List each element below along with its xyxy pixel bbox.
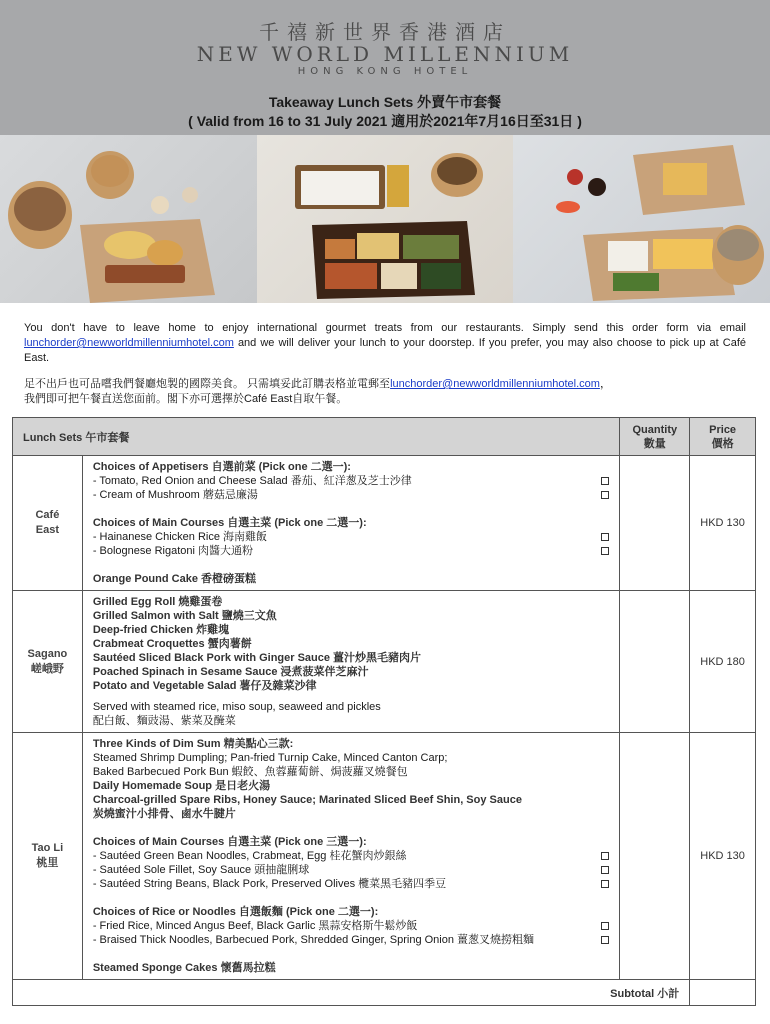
restaurant-name-cafe-east [13,456,83,591]
served-with-english [93,700,610,714]
menu-item [93,651,610,665]
served-with-text: 配白飯、麵豉湯、紫菜及醃菜 [92,715,236,727]
price-sagano: HKD 180 [690,591,756,733]
restaurant-name-sagano [13,591,83,733]
order-email-link[interactable]: lunchorder@newworldmillenniumhotel.com [24,337,234,349]
dim-sum-heading [93,737,610,751]
soup-text: Daily Homemade Soup 是日老火湯 [92,780,271,792]
menu-item [93,623,610,637]
col-lunch-sets: Lunch Sets 午市套餐 [13,418,620,456]
food-photo-chicken-rice [513,135,770,303]
ribs-item-line-2 [93,807,610,821]
dessert-item [93,961,610,975]
food-photo-bento [257,135,514,303]
intro-chinese-text-2: 我們即可把午餐直送您面前。閣下亦可選擇於Café East自取午餐。 [24,393,348,405]
menu-item-text: Deep-fried Chicken 炸雞塊 [92,624,230,636]
restaurant-name-tao-li [13,733,83,980]
hotel-name-chinese: 千禧新世界香港酒店 [259,20,511,44]
menu-item-text: Potato and Vegetable Salad 薯仔及雜菜沙律 [92,680,317,692]
option-label: - Sautéed Sole Fillet, Soy Sauce 頭抽龍脷球 [92,864,310,876]
main-course-heading-text: Choices of Main Courses 自選主菜 (Pick one 二選一): [92,517,367,529]
restaurant-name-line-2: East [35,524,60,536]
table-row-sagano [13,591,756,733]
table-row-cafe-east [13,456,756,591]
table-row-tao-li [13,733,756,980]
order-form-table [12,417,756,1006]
menu-item [93,679,610,693]
quantity-cell-sagano[interactable] [620,591,690,733]
option-label: - Fried Rice, Minced Angus Beef, Black Garlic 黑蒜安格斯牛鬆炒飯 [92,920,418,932]
option-label: - Hainanese Chicken Rice 海南雞飯 [92,531,268,543]
dessert-text: Orange Pound Cake 香橙磅蛋糕 [92,573,257,585]
option-label: - Braised Thick Noodles, Barbecued Pork, Shredded Ginger, Spring Onion 薑葱叉燒撈粗麵 [92,934,535,946]
col-quantity [620,418,690,456]
menu-cafe-east [82,456,620,591]
checkbox[interactable] [601,880,609,888]
checkbox[interactable] [601,533,609,541]
served-with-chinese [93,714,610,728]
rice-noodle-heading [93,905,610,919]
option-appetiser-1 [93,474,610,488]
checkbox[interactable] [601,477,609,485]
order-email-link-cn[interactable]: lunchorder@newworldmillenniumhotel.com [390,378,600,390]
soup-item [93,779,610,793]
menu-tao-li [82,733,620,980]
validity-period: ( Valid from 16 to 31 July 2021 適用於2021年7月16日至31日 ) [188,113,582,129]
subtotal-label: Subtotal 小計 [13,980,690,1006]
ribs-item-line-1 [93,793,610,807]
menu-item [93,637,610,651]
main-course-heading [93,835,610,849]
page-title: Takeaway Lunch Sets 外賣午市套餐 [268,94,502,110]
main-course-heading [93,516,610,530]
intro-chinese-comma: ， [599,378,611,390]
rice-noodle-heading-text: Choices of Rice or Noodles 自選飯麵 (Pick one 二選一): [92,906,379,918]
menu-item-text: Crabmeat Croquettes 蟹肉薯餅 [92,638,252,650]
menu-item-text: Grilled Egg Roll 燒雞蛋卷 [92,596,223,608]
quantity-cell-cafe-east[interactable] [620,456,690,591]
checkbox[interactable] [601,866,609,874]
option-main-1 [93,849,610,863]
dim-sum-line-2 [93,765,610,779]
subtotal-value-cell[interactable] [690,980,756,1006]
checkbox[interactable] [601,936,609,944]
subtotal-row [13,980,756,1006]
col-price-en: Price [709,423,737,436]
header-banner [0,0,770,135]
col-price-cn: 價格 [711,437,734,450]
col-quantity-cn: 數量 [643,437,666,450]
ribs-text: Charcoal-grilled Spare Ribs, Honey Sauce; Marinated Sliced Beef Shin, Soy Sauce [92,794,522,806]
dim-sum-text: Baked Barbecued Pork Bun 蝦餃、魚蓉蘿蔔餅、焗菠蘿叉燒餐包 [92,766,408,778]
quantity-cell-tao-li[interactable] [620,733,690,980]
option-main-3 [93,877,610,891]
menu-item-text: Grilled Salmon with Salt 鹽燒三文魚 [92,610,277,622]
intro-english-text-1: You don't have to leave home to enjoy international gourmet treats from our restaurants. Simply send this order form via email [24,322,746,334]
option-label: - Cream of Mushroom 蘑菇忌廉湯 [92,489,258,501]
intro-chinese [24,377,746,407]
option-appetiser-2 [93,488,610,502]
restaurant-name-line-1: Sagano [27,647,68,660]
restaurant-name-line-1: Café [35,509,60,521]
dessert-item [93,572,610,586]
checkbox[interactable] [601,852,609,860]
menu-item [93,595,610,609]
ribs-text: 炭燒蜜汁小排骨、鹵水牛腱片 [92,808,236,820]
menu-item-text: Poached Spinach in Sesame Sauce 浸煮菠菜伴芝麻汁 [92,666,369,678]
menu-item-text: Sautéed Sliced Black Pork with Ginger Sauce 薑汁炒黑毛豬肉片 [92,652,422,664]
dim-sum-heading-text: Three Kinds of Dim Sum 精美點心三款: [92,738,294,750]
option-label: - Sautéed String Beans, Black Pork, Preserved Olives 欖菜黑毛豬四季豆 [92,878,447,890]
option-label: - Tomato, Red Onion and Cheese Salad 番茄、紅洋葱及芝士沙律 [92,475,412,487]
hotel-name-english: NEW WORLD MILLENNIUM [196,42,574,66]
menu-item [93,665,610,679]
option-label: - Bolognese Rigatoni 肉醬大通粉 [92,545,253,557]
checkbox[interactable] [601,491,609,499]
price-tao-li: HKD 130 [690,733,756,980]
table-header-row [13,418,756,456]
option-rice-2 [93,933,610,947]
restaurant-name-line-2: 桃里 [36,857,59,869]
intro-english [24,321,746,366]
hotel-subtitle: HONG KONG HOTEL [297,66,473,77]
col-price [690,418,756,456]
option-main-2 [93,863,610,877]
option-main-2 [93,544,610,558]
appetiser-heading-text: Choices of Appetisers 自選前菜 (Pick one 二選一): [92,461,351,473]
main-course-heading-text: Choices of Main Courses 自選主菜 (Pick one 三選一): [92,836,367,848]
dim-sum-line-1 [93,751,610,765]
restaurant-name-line-2: 嵯峨野 [30,662,64,675]
option-main-1 [93,530,610,544]
food-photo-strip [0,135,770,303]
dim-sum-text: Steamed Shrimp Dumpling; Pan-fried Turnip Cake, Minced Canton Carp; [92,752,448,764]
served-with-text: Served with steamed rice, miso soup, seaweed and pickles [92,701,381,713]
restaurant-name-line-1: Tao Li [31,842,64,854]
menu-sagano [82,591,620,733]
food-photo-dim-sum [0,135,257,303]
col-quantity-en: Quantity [632,423,678,436]
option-rice-1 [93,919,610,933]
appetiser-heading [93,460,610,474]
price-cafe-east: HKD 130 [690,456,756,591]
checkbox[interactable] [601,547,609,555]
intro-english-text-2: and we will deliver your lunch to your doorstep. If you prefer, you may also choose to pick up at Café East. [24,337,746,364]
intro-chinese-text-1: 足不出戶也可品嚐我們餐廳炮製的國際美食。 只需填妥此訂購表格並電郵至 [24,378,391,390]
checkbox[interactable] [601,922,609,930]
option-label: - Sautéed Green Bean Noodles, Crabmeat, Egg 桂花蟹肉炒銀絲 [92,850,407,862]
dessert-text: Steamed Sponge Cakes 懷舊馬拉糕 [92,962,276,974]
menu-item [93,609,610,623]
